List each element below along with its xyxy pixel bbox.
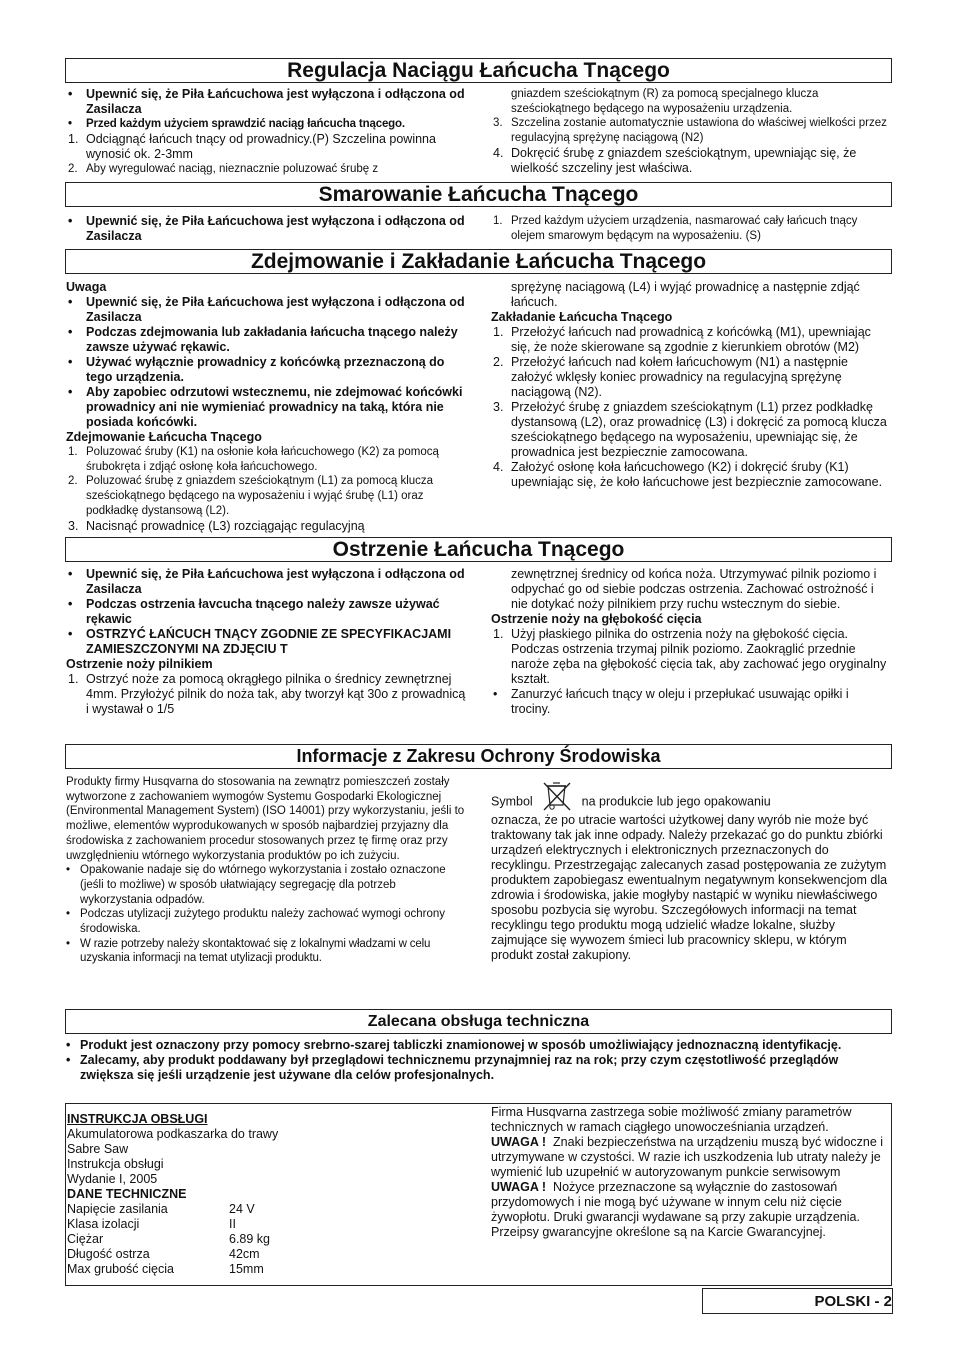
list-item: • Aby zapobiec odrzutowi wstecznemu, nie zdejmować końcówki prowadnicy ani nie wymieniać prowadnicy na taką, która nie posiada końcówki. — [68, 385, 463, 429]
section-title-chain-removal: Zdejmowanie i Zakładanie Łańcucha Tnącego — [65, 249, 892, 274]
list-item: 2. Przełożyć łańcuch nad kołem łańcuchowym (N1) a następnie założyć wklęsły koniec prowadnicy na regulacyjną sprężynę naciągową (N2). — [493, 355, 848, 399]
s3-left-column — [66, 280, 466, 534]
info-intro: Firma Husqvarna zastrzega sobie możliwość zmiany parametrów technicznych w ramach ciągłego unowocześniania urządzeń. — [491, 1105, 852, 1134]
list-item: • Podczas utylizacji zużytego produktu należy zachować wymogi ochrony środowiska. — [66, 908, 445, 936]
s5-right-column — [491, 791, 891, 963]
tech-heading: DANE TECHNICZNE — [67, 1187, 187, 1201]
info-line: Akumulatorowa podkaszarka do trawy — [67, 1127, 279, 1141]
spec-row: Ciężar 6.89 kg — [67, 1232, 271, 1246]
list-item: 4. Dokręcić śrubę z gniazdem sześciokątnym, upewniając się, że wielkość szczeliny jest właściwa. — [493, 145, 857, 175]
spec-row: Max grubość cięcia 15mm — [67, 1262, 264, 1276]
list-item: • Zanurzyć łańcuch tnący w oleju i przepłukać usuwając opiłki i trociny. — [493, 687, 849, 716]
section-title-maintenance: Zalecana obsługa techniczna — [65, 1009, 892, 1034]
list-item: 1. Poluzować śruby (K1) na osłonie koła łańcuchowego (K2) za pomocą śrubokręta i zdjąć osłonę koła łańcuchowego. — [68, 446, 439, 473]
list-item: 1. Ostrzyć noże za pomocą okrągłego pilnika o średnicy zewnętrznej 4mm. Przyłożyć pilnik do noża tak, aby tworzył kąt 30o z prowadnicą i wystawał o 1/5 — [68, 672, 466, 716]
info-line: Sabre Saw — [67, 1142, 129, 1156]
list-item: • Upewnić się, że Piła Łańcuchowa jest wyłączona i odłączona od Zasilacza — [68, 295, 465, 324]
environment-paragraph: Produkty firmy Husqvarna do stosowania na zewnątrz pomieszczeń zostały wytworzone z zachowaniem wymogów Systemu Gospodarki Ekologicznej (Environmental Management System) (ISO 14001) przy wykorzystaniu, jeśli to możliwe, elementów wyprodukowanych w sposób najbardziej przyjazny dla środowiska z zachowaniem procedur stosowanych przez tę firmę oraz przy uwzględnieniu wtórnego wykorzystania produktów po ich zużyciu. — [66, 776, 465, 862]
section-title-environment: Informacje z Zakresu Ochrony Środowiska — [65, 744, 892, 769]
list-item: • Podczas zdejmowania lub zakładania łańcucha tnącego należy zawsze używać rękawic. — [68, 325, 458, 354]
list-item: 1. Przed każdym użyciem urządzenia, nasmarować cały łańcuch tnący olejem smarowym będącym na wyposażeniu. (S) — [493, 215, 858, 242]
warning-2: UWAGA ! Nożyce przeznaczone są wyłącznie do zastosowań przydomowych i nie mogą być używane w innym celu niż cięcie żywopłotu. Druki gwarancji wydawane są przy zakupie urządzenia. Przeipsy gwarancyjne określone są na Karcie Gwarancyjnej. — [491, 1180, 860, 1239]
s2-right-column — [491, 214, 891, 243]
list-item: • Upewnić się, że Piła Łańcuchowa jest wyłączona i odłączona od Zasilacza — [68, 567, 465, 596]
list-item: zewnętrznej średnicy od końca noża. Utrzymywać pilnik poziomo i odpychać go od siebie podczas ostrzenia. Zachować ostrożność i nie dotykać noży pilnikiem przy ruchu wstecznym do siebie. — [511, 567, 877, 611]
list-item: • Upewnić się, że Piła Łańcuchowa jest wyłączona i odłączona od Zasilacza — [68, 214, 465, 243]
section-title-chain-sharpening: Ostrzenie Łańcucha Tnącego — [65, 537, 892, 562]
s1-right-column — [491, 87, 891, 176]
list-item: 3. Nacisnąć prowadnicę (L3) rozciągając regulacyjną — [68, 518, 365, 533]
list-item: 2. Aby wyregulować naciąg, nieznacznie poluzować śrubę z — [68, 163, 379, 175]
list-item: • Podczas ostrzenia łavcucha tnącego należy zawsze używać rękawic — [68, 597, 440, 626]
list-item: 3. Szczelina zostanie automatycznie ustawiona do właściwej wielkości przez regulacyjną sprężynę naciągową (N2) — [493, 117, 887, 145]
s2-left-column — [66, 214, 466, 244]
list-item: • OSTRZYĆ ŁAŃCUCH TNĄCY ZGODNIE ZE SPECYFIKACJAMI ZAMIESZCZONYMI NA ZDJĘCIU T — [68, 627, 452, 656]
list-item: 4. Założyć osłonę koła łańcuchowego (K2) i dokręcić śruby (K1) upewniając się, że koło łańcuchowe jest bezpiecznie zamocowane. — [493, 460, 883, 489]
manual-heading: INSTRUKCJA OBSŁUGI — [67, 1112, 208, 1126]
s5-left-column — [66, 775, 466, 966]
s4-right-column — [491, 567, 891, 717]
info-box-left — [67, 1112, 477, 1277]
list-item: gniazdem sześciokątnym (R) za pomocą specjalnego klucza sześciokątnego będącego na wyposażeniu urządzenia. — [511, 88, 819, 115]
subheading-file: Ostrzenie noży pilnikiem — [66, 657, 213, 671]
subheading-install: Zakładanie Łańcucha Tnącego — [491, 310, 673, 324]
info-box-right — [491, 1105, 889, 1240]
spec-row: Długość ostrza 42cm — [67, 1247, 260, 1261]
list-item: • Opakowanie nadaje się do wtórnego wykorzystania i zostało oznaczone (jeśli to możliwe) w sposób ułatwiający segregację dla potrzeb wykorzystania odpadów. — [66, 864, 446, 906]
s6-bullets — [66, 1038, 892, 1083]
spec-row: Klasa izolacji II — [67, 1217, 236, 1231]
s4-left-column — [66, 567, 466, 717]
list-item: sprężynę naciągową (L4) i wyjąć prowadnicę a następnie zdjąć łańcuch. — [511, 280, 860, 309]
list-item: • W razie potrzeby należy skontaktować się z lokalnymi władzami w celu uzyskania informacji na temat utylizacji produktu. — [66, 937, 431, 965]
list-item: • Produkt jest oznaczony przy pomocy srebrno-szarej tabliczki znamionowej w sposób umożliwiający jednoznaczną identyfikację. — [66, 1038, 842, 1052]
list-item: • Używać wyłącznie prowadnicy z końcówką przeznaczoną do tego urządzenia. — [68, 355, 445, 384]
section-title-chain-lubrication: Smarowanie Łańcucha Tnącego — [65, 182, 892, 207]
spec-row: Napięcie zasilania 24 V — [67, 1202, 255, 1216]
note-label: Uwaga — [66, 280, 107, 294]
list-item: 2. Poluzować śrubę z gniazdem sześciokątnym (L1) za pomocą klucza sześciokątnego będącego na wyposażeniu i wyjąć śrubę (L1) oraz podkładkę dystansową (L2). — [68, 475, 434, 517]
list-item: • Przed każdym użyciem sprawdzić naciąg łańcucha tnącego. — [68, 118, 405, 130]
page-number-label: POLSKI - 2 — [702, 1288, 893, 1314]
section-title-chain-tension: Regulacja Naciągu Łańcucha Tnącego — [65, 58, 892, 83]
list-item: 1. Przełożyć łańcuch nad prowadnicą z końcówką (M1), upewniając się, że noże skierowane są zgodnie z kierunkiem obrotów (M2) — [493, 325, 871, 354]
subheading-removal: Zdejmowanie Łańcucha Tnącego — [66, 430, 262, 444]
list-item: • Zalecamy, aby produkt poddawany był przeglądowi technicznemu przynajmniej raz na rok; przy czym częstotliwość przeglądów zwiększa się jeśli urządzenie jest używane dla celów profesjonalnych. — [66, 1053, 839, 1082]
warning-1: UWAGA ! Znaki bezpieczeństwa na urządzeniu muszą być widoczne i utrzymywane w czystości. W razie ich uszkodzenia lub utraty należy je wymienić lub uzupełnić w autoryzowanym punkcie serwisowym — [491, 1135, 884, 1179]
list-item: • Upewnić się, że Piła Łańcuchowa jest wyłączona i odłączona od Zasilacza — [68, 87, 465, 116]
crossed-out-bin-icon — [542, 781, 572, 813]
list-item: 1. Użyj płaskiego pilnika do ostrzenia noży na głębokość cięcia. Podczas ostrzenia trzymaj pilnik poziomo. Zaokrąglić przednie naroże zęba na głębokość cięcia tak, aby zachować jego oryginalny kształt. — [493, 627, 887, 686]
subheading-depth: Ostrzenie noży na głębokość cięcia — [491, 612, 702, 626]
s3-right-column — [491, 280, 891, 490]
symbol-line: Symbol na produkcie lub jego opakowaniu — [491, 791, 891, 813]
s1-left-column — [66, 87, 466, 177]
info-line: Instrukcja obsługi — [67, 1157, 164, 1171]
list-item: 3. Przełożyć śrubę z gniazdem sześciokątnym (L1) przez podkładkę dystansową (L2), oraz prowadnicę (L3) i dokręcić za pomocą klucza sześciokątnego będącego na wyposażeniu, upewniając się, że prowadnica jest bezpiecznie zamocowana. — [493, 400, 887, 459]
recycling-paragraph: oznacza, że po utracie wartości użytkowej dany wyrób nie może być traktowany tak jak inne odpady. Należy przekazać go do punktu zbiórki urządzeń elektrycznych i elektronicznych przeznaczonych do recyklingu. Przestrzegając zalecanych zasad postępowania ze zużytym produktem zapobiegasz ewentualnym negatywnym konsekwencjom dla zdrowia i środowiska, jakie mogłyby nastąpić w wyniku niewłaściwego sposobu pozbycia się wyrobu. Szczegółowych informacji na temat recyklingu tego produktu mogą udzielić władze lokalne, służby zajmujące się wywozem śmieci lub pracownicy sklepu, w którym produkt został zakupiony. — [491, 813, 888, 962]
list-item: 1. Odciągnąć łańcuch tnący od prowadnicy.(P) Szczelina powinna wynosić ok. 2-3mm — [68, 132, 436, 161]
info-line: Wydanie I, 2005 — [67, 1172, 158, 1186]
